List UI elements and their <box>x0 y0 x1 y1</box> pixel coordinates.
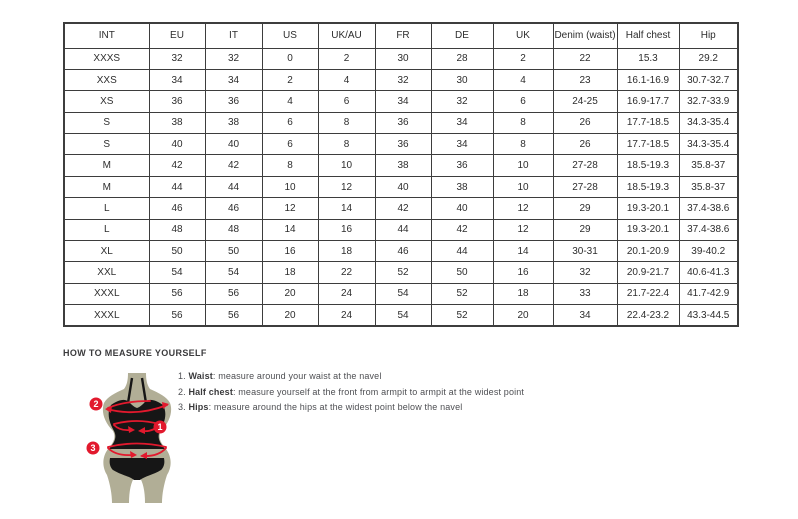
column-header: Hip <box>679 23 738 48</box>
size-value-cell: 17.7-18.5 <box>617 134 679 155</box>
table-row <box>64 48 738 69</box>
size-value-cell: 20 <box>493 305 553 326</box>
size-value-cell: 30.7-32.7 <box>679 69 738 90</box>
size-value-cell: 15.3 <box>617 48 679 69</box>
size-value-cell: 20 <box>262 305 318 326</box>
size-value-cell: 40 <box>375 176 431 197</box>
size-value-cell: 42 <box>149 155 205 176</box>
size-label-cell: XXXS <box>64 48 149 69</box>
size-value-cell: 32 <box>205 48 262 69</box>
size-value-cell: 16.9-17.7 <box>617 91 679 112</box>
size-value-cell: 54 <box>375 283 431 304</box>
size-value-cell: 32 <box>431 91 493 112</box>
column-header: US <box>262 23 318 48</box>
size-value-cell: 34.3-35.4 <box>679 112 738 133</box>
size-value-cell: 44 <box>431 241 493 262</box>
column-header: EU <box>149 23 205 48</box>
measure-instruction <box>178 371 598 381</box>
size-value-cell: 14 <box>318 198 375 219</box>
size-value-cell: 48 <box>205 219 262 240</box>
size-value-cell: 2 <box>318 48 375 69</box>
size-value-cell: 18 <box>318 241 375 262</box>
size-value-cell: 2 <box>262 69 318 90</box>
measurement-figure <box>84 370 190 506</box>
size-label-cell: L <box>64 198 149 219</box>
size-value-cell: 44 <box>375 219 431 240</box>
size-value-cell: 46 <box>149 198 205 219</box>
column-header: UK <box>493 23 553 48</box>
size-chart-section <box>63 22 737 327</box>
table-row <box>64 262 738 283</box>
size-value-cell: 0 <box>262 48 318 69</box>
instruction-number: 3. <box>178 402 189 412</box>
size-value-cell: 29 <box>553 219 617 240</box>
size-value-cell: 56 <box>205 305 262 326</box>
size-value-cell: 38 <box>205 112 262 133</box>
size-value-cell: 54 <box>149 262 205 283</box>
size-value-cell: 36 <box>431 155 493 176</box>
size-chart-header <box>64 23 738 48</box>
size-value-cell: 26 <box>553 134 617 155</box>
size-value-cell: 38 <box>149 112 205 133</box>
table-row <box>64 91 738 112</box>
size-value-cell: 22.4-23.2 <box>617 305 679 326</box>
size-value-cell: 4 <box>262 91 318 112</box>
size-value-cell: 10 <box>493 176 553 197</box>
size-value-cell: 34 <box>205 69 262 90</box>
size-value-cell: 20 <box>262 283 318 304</box>
measure-instruction <box>178 402 598 412</box>
column-header: INT <box>64 23 149 48</box>
size-label-cell: XS <box>64 91 149 112</box>
size-value-cell: 35.8-37 <box>679 176 738 197</box>
size-value-cell: 4 <box>493 69 553 90</box>
size-value-cell: 8 <box>493 134 553 155</box>
table-row <box>64 305 738 326</box>
size-value-cell: 54 <box>375 305 431 326</box>
size-label-cell: XXS <box>64 69 149 90</box>
size-value-cell: 6 <box>262 112 318 133</box>
size-value-cell: 16 <box>262 241 318 262</box>
size-value-cell: 46 <box>375 241 431 262</box>
measure-section-heading: HOW TO MEASURE YOURSELF <box>63 348 207 358</box>
size-label-cell: XXL <box>64 262 149 283</box>
column-header: FR <box>375 23 431 48</box>
table-row <box>64 155 738 176</box>
size-value-cell: 44 <box>205 176 262 197</box>
size-value-cell: 18.5-19.3 <box>617 176 679 197</box>
header-row <box>64 23 738 48</box>
size-value-cell: 50 <box>205 241 262 262</box>
size-value-cell: 8 <box>262 155 318 176</box>
size-label-cell: XXXL <box>64 305 149 326</box>
size-value-cell: 50 <box>149 241 205 262</box>
size-value-cell: 22 <box>318 262 375 283</box>
size-value-cell: 8 <box>318 112 375 133</box>
size-label-cell: L <box>64 219 149 240</box>
size-value-cell: 32 <box>553 262 617 283</box>
table-row <box>64 219 738 240</box>
size-value-cell: 18 <box>493 283 553 304</box>
size-value-cell: 12 <box>318 176 375 197</box>
instruction-number: 2. <box>178 386 189 397</box>
size-value-cell: 10 <box>493 155 553 176</box>
size-value-cell: 29 <box>553 198 617 219</box>
column-header: IT <box>205 23 262 48</box>
size-value-cell: 36 <box>205 91 262 112</box>
table-row <box>64 176 738 197</box>
size-value-cell: 6 <box>318 91 375 112</box>
size-label-cell: S <box>64 134 149 155</box>
size-value-cell: 54 <box>205 262 262 283</box>
size-value-cell: 26 <box>553 112 617 133</box>
size-value-cell: 20.9-21.7 <box>617 262 679 283</box>
size-value-cell: 36 <box>149 91 205 112</box>
size-value-cell: 16 <box>493 262 553 283</box>
size-value-cell: 30 <box>431 69 493 90</box>
badge-hips <box>87 442 100 455</box>
size-value-cell: 40.6-41.3 <box>679 262 738 283</box>
size-value-cell: 28 <box>431 48 493 69</box>
size-value-cell: 2 <box>493 48 553 69</box>
size-value-cell: 56 <box>149 305 205 326</box>
size-value-cell: 46 <box>205 198 262 219</box>
size-value-cell: 24 <box>318 305 375 326</box>
size-value-cell: 48 <box>149 219 205 240</box>
instruction-text: : measure yourself at the front from armpit to armpit at the widest point <box>232 386 525 397</box>
size-value-cell: 52 <box>375 262 431 283</box>
size-value-cell: 56 <box>149 283 205 304</box>
table-row <box>64 112 738 133</box>
badge-chest <box>90 398 103 411</box>
table-row <box>64 134 738 155</box>
size-label-cell: M <box>64 176 149 197</box>
instruction-label: Waist <box>188 371 213 381</box>
size-value-cell: 37.4-38.6 <box>679 198 738 219</box>
size-value-cell: 40 <box>431 198 493 219</box>
size-value-cell: 34 <box>375 91 431 112</box>
size-value-cell: 32 <box>149 48 205 69</box>
column-header: UK/AU <box>318 23 375 48</box>
size-value-cell: 6 <box>262 134 318 155</box>
size-value-cell: 6 <box>493 91 553 112</box>
size-value-cell: 22 <box>553 48 617 69</box>
size-value-cell: 38 <box>375 155 431 176</box>
size-value-cell: 30-31 <box>553 241 617 262</box>
size-value-cell: 40 <box>149 134 205 155</box>
table-row <box>64 198 738 219</box>
size-value-cell: 52 <box>431 305 493 326</box>
size-value-cell: 16 <box>318 219 375 240</box>
size-label-cell: XL <box>64 241 149 262</box>
size-value-cell: 19.3-20.1 <box>617 198 679 219</box>
size-value-cell: 50 <box>431 262 493 283</box>
size-value-cell: 4 <box>318 69 375 90</box>
measure-instruction <box>178 387 598 397</box>
size-value-cell: 17.7-18.5 <box>617 112 679 133</box>
size-value-cell: 29.2 <box>679 48 738 69</box>
size-value-cell: 44 <box>149 176 205 197</box>
instruction-label: Half chest <box>188 386 233 397</box>
size-value-cell: 12 <box>493 219 553 240</box>
size-value-cell: 32.7-33.9 <box>679 91 738 112</box>
size-value-cell: 36 <box>375 112 431 133</box>
size-value-cell: 24-25 <box>553 91 617 112</box>
instruction-text: : measure around the hips at the widest point below the navel <box>208 402 463 412</box>
badge-waist-number: 1 <box>157 422 163 433</box>
size-value-cell: 12 <box>493 198 553 219</box>
size-value-cell: 43.3-44.5 <box>679 305 738 326</box>
size-value-cell: 34.3-35.4 <box>679 134 738 155</box>
size-value-cell: 21.7-22.4 <box>617 283 679 304</box>
size-value-cell: 34 <box>553 305 617 326</box>
size-value-cell: 14 <box>262 219 318 240</box>
size-value-cell: 33 <box>553 283 617 304</box>
size-value-cell: 19.3-20.1 <box>617 219 679 240</box>
column-header: Denim (waist) <box>553 23 617 48</box>
badge-hips-number: 3 <box>90 443 96 454</box>
size-value-cell: 36 <box>375 134 431 155</box>
column-header: DE <box>431 23 493 48</box>
size-value-cell: 37.4-38.6 <box>679 219 738 240</box>
size-chart-table <box>63 22 739 327</box>
size-label-cell: S <box>64 112 149 133</box>
size-value-cell: 18 <box>262 262 318 283</box>
size-value-cell: 23 <box>553 69 617 90</box>
size-label-cell: XXXL <box>64 283 149 304</box>
size-value-cell: 52 <box>431 283 493 304</box>
badge-chest-number: 2 <box>93 399 99 410</box>
size-value-cell: 12 <box>262 198 318 219</box>
size-value-cell: 16.1-16.9 <box>617 69 679 90</box>
size-value-cell: 34 <box>149 69 205 90</box>
size-value-cell: 35.8-37 <box>679 155 738 176</box>
column-header: Half chest <box>617 23 679 48</box>
size-value-cell: 10 <box>318 155 375 176</box>
instruction-label: Hips <box>188 402 209 412</box>
size-value-cell: 38 <box>431 176 493 197</box>
mannequin-illustration <box>84 370 190 506</box>
size-value-cell: 34 <box>431 134 493 155</box>
table-row <box>64 69 738 90</box>
size-value-cell: 40 <box>205 134 262 155</box>
size-value-cell: 42 <box>431 219 493 240</box>
size-label-cell: M <box>64 155 149 176</box>
size-chart-body <box>64 48 738 326</box>
size-value-cell: 42 <box>375 198 431 219</box>
size-value-cell: 24 <box>318 283 375 304</box>
size-value-cell: 20.1-20.9 <box>617 241 679 262</box>
size-value-cell: 41.7-42.9 <box>679 283 738 304</box>
size-value-cell: 14 <box>493 241 553 262</box>
size-value-cell: 27-28 <box>553 155 617 176</box>
size-value-cell: 8 <box>493 112 553 133</box>
size-value-cell: 32 <box>375 69 431 90</box>
size-value-cell: 8 <box>318 134 375 155</box>
table-row <box>64 283 738 304</box>
size-value-cell: 34 <box>431 112 493 133</box>
size-value-cell: 10 <box>262 176 318 197</box>
badge-waist <box>154 421 167 434</box>
size-value-cell: 42 <box>205 155 262 176</box>
table-row <box>64 241 738 262</box>
instruction-text: : measure around your waist at the navel <box>212 371 382 381</box>
size-value-cell: 39-40.2 <box>679 241 738 262</box>
size-value-cell: 27-28 <box>553 176 617 197</box>
measure-instructions-list <box>178 371 598 418</box>
instruction-number: 1. <box>178 371 189 381</box>
size-value-cell: 30 <box>375 48 431 69</box>
size-value-cell: 18.5-19.3 <box>617 155 679 176</box>
size-value-cell: 56 <box>205 283 262 304</box>
